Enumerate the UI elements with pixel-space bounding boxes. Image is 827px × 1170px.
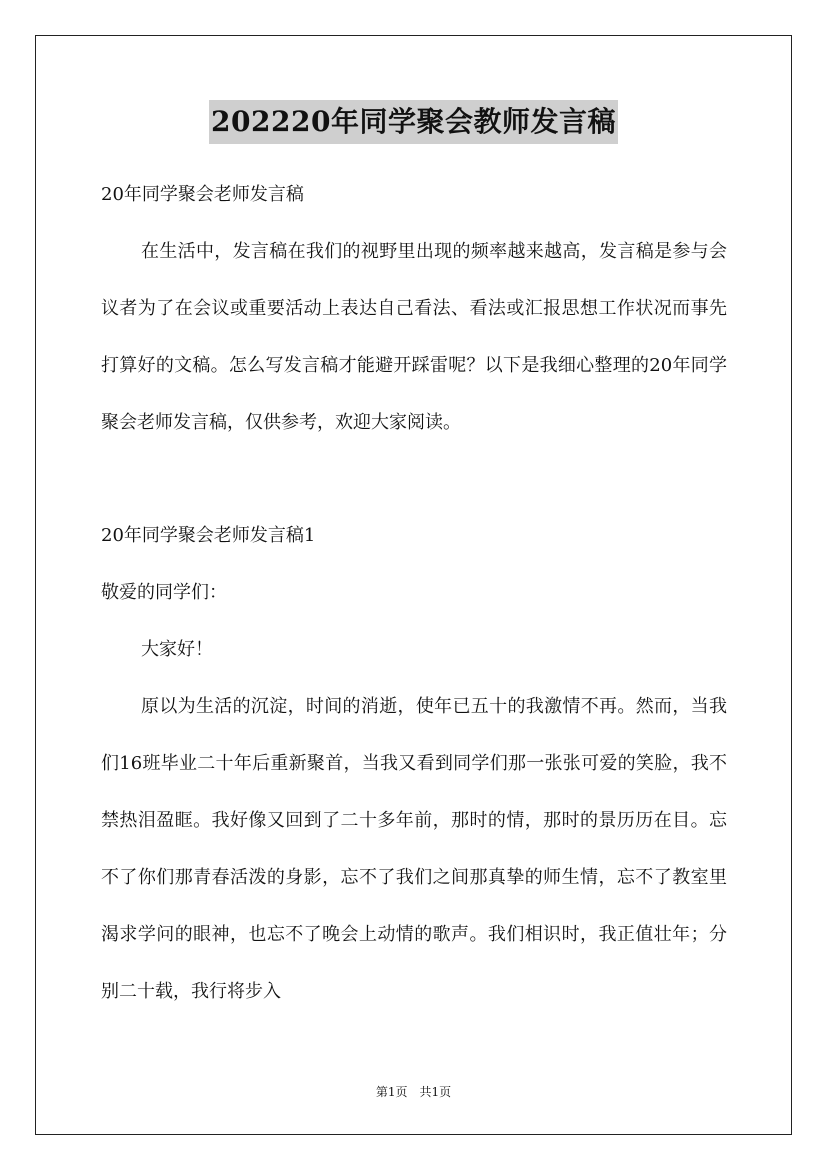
paragraph-spacer xyxy=(101,451,727,507)
document-title: 202220年同学聚会教师发言稿 xyxy=(209,100,618,144)
document-body xyxy=(101,166,727,1020)
document-subtitle: 20年同学聚会老师发言稿 xyxy=(101,184,304,205)
body-paragraph: 原以为生活的沉淀，时间的消逝，使年已五十的我激情不再。然而，当我们16班毕业二十年后重新聚首，当我又看到同学们那一张张可爱的笑脸，我不禁热泪盈眶。我好像又回到了二十多年前，那时的情，那时的景历历在目。忘不了你们那青春活泼的身影，忘不了我们之间那真挚的师生情，忘不了教室里渴求学问的眼神，也忘不了晚会上动情的歌声。我们相识时，我正值壮年；分别二十载，我行将步入 xyxy=(101,696,727,1002)
greeting: 大家好！ xyxy=(141,639,213,660)
salutation: 敬爱的同学们： xyxy=(101,582,227,603)
title-container xyxy=(0,100,827,144)
section-heading: 20年同学聚会老师发言稿1 xyxy=(101,525,316,546)
page-total: 共1页 xyxy=(419,1085,452,1099)
page-footer xyxy=(0,1082,827,1102)
intro-paragraph: 在生活中，发言稿在我们的视野里出现的频率越来越高，发言稿是参与会议者为了在会议或重要活动上表达自己看法、看法或汇报思想工作状况而事先打算好的文稿。怎么写发言稿才能避开踩雷呢？以下是我细心整理的20年同学聚会老师发言稿，仅供参考，欢迎大家阅读。 xyxy=(101,241,727,433)
page-number: 第1页 xyxy=(375,1085,408,1099)
